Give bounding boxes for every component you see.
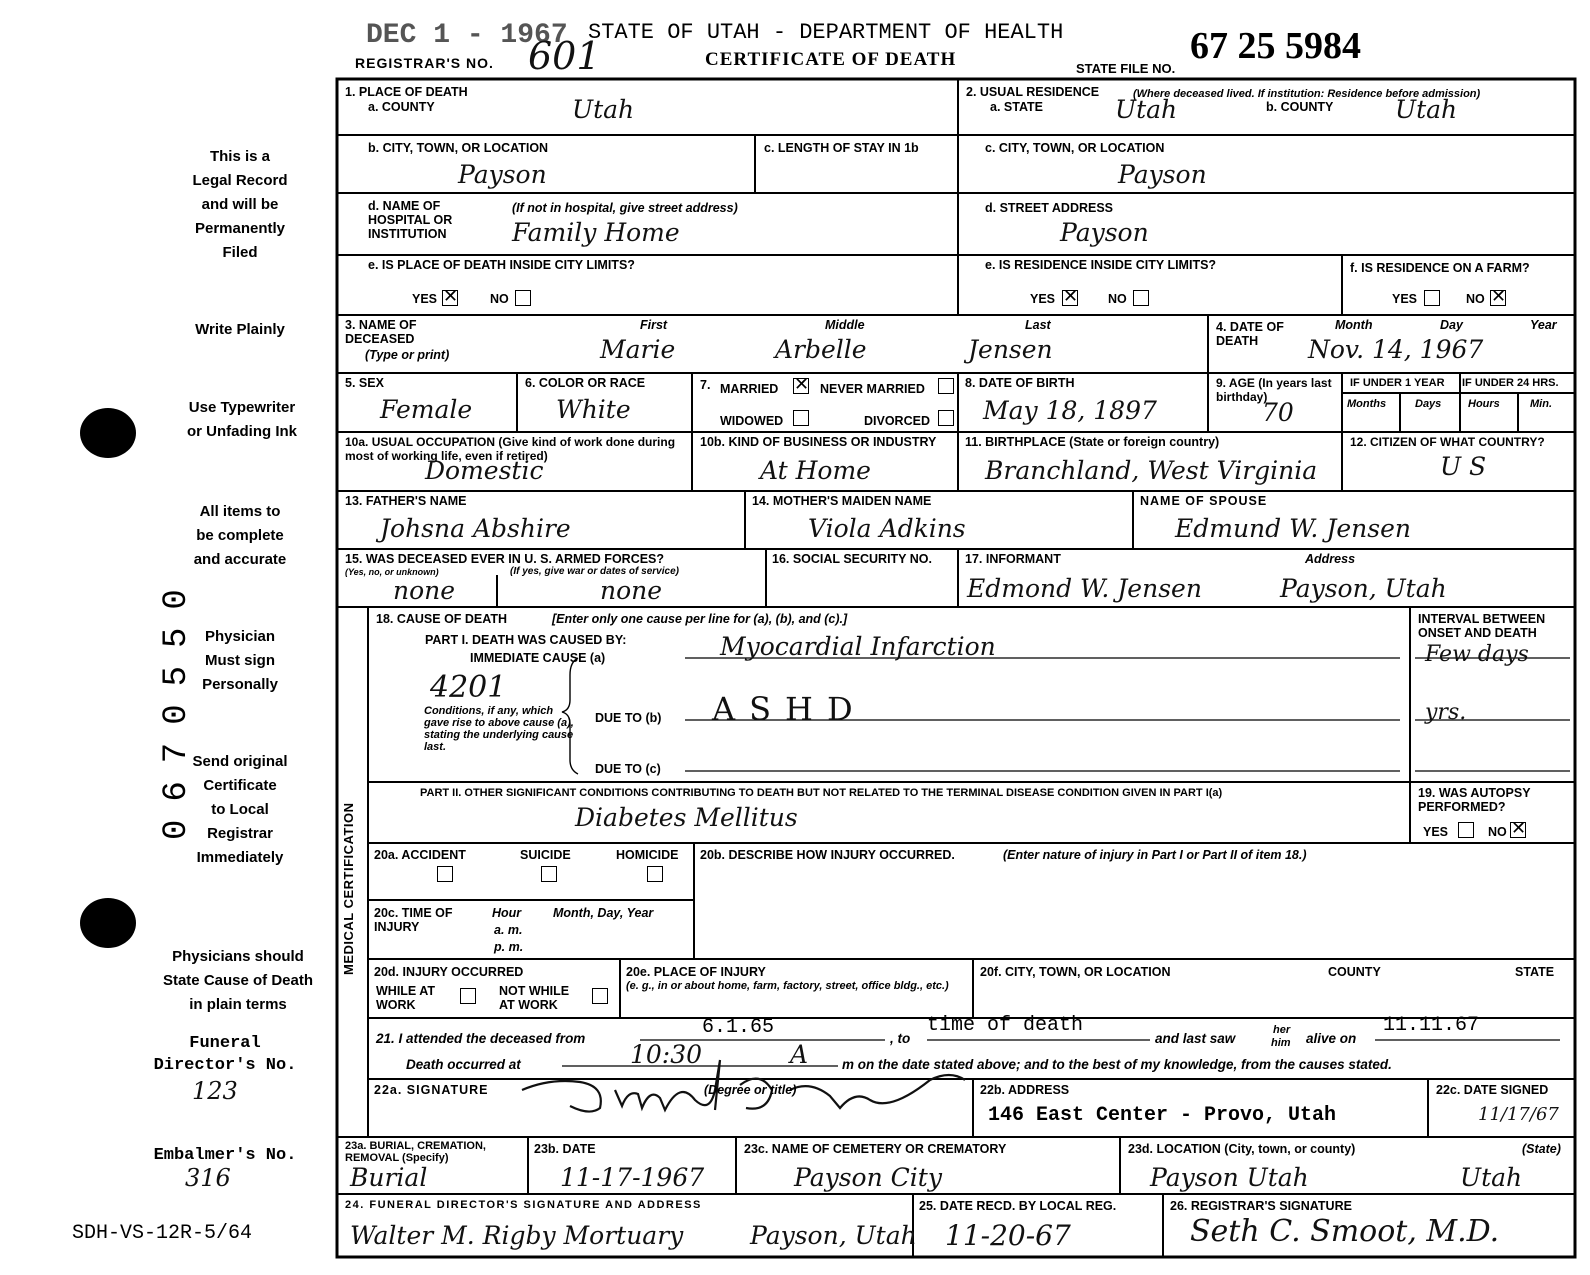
under-1-year-label: IF UNDER 1 YEAR bbox=[1350, 377, 1445, 389]
never-married-label: NEVER MARRIED bbox=[820, 382, 925, 396]
informant-address-label: Address bbox=[1305, 552, 1356, 566]
funeral-director-no-label: Funeral Director's No. bbox=[153, 1034, 297, 1075]
immediate-cause: Myocardial Infarction bbox=[720, 632, 996, 661]
while-at-work-label: WHILE AT WORK bbox=[376, 984, 436, 1012]
armed-forces: none bbox=[393, 576, 456, 605]
pod-inside-no-checkbox[interactable] bbox=[515, 290, 531, 306]
father-name: Johsna Abshire bbox=[380, 514, 571, 543]
res-city-label: c. CITY, TOWN, OR LOCATION bbox=[985, 141, 1165, 155]
dob-label: 8. DATE OF BIRTH bbox=[965, 376, 1075, 390]
homicide-label: HOMICIDE bbox=[616, 848, 679, 862]
spouse-name: Edmund W. Jensen bbox=[1175, 514, 1411, 543]
institution-note: (If not in hospital, give street address) bbox=[512, 201, 738, 215]
burial-location: Payson Utah bbox=[1150, 1163, 1309, 1192]
date-of-death-label: 4. DATE OF DEATH bbox=[1216, 320, 1284, 348]
attended-to: time of death bbox=[927, 1014, 1084, 1037]
death-time: 10:30 bbox=[630, 1040, 703, 1069]
signature-label: 22a. SIGNATURE bbox=[374, 1083, 489, 1097]
married-label: MARRIED bbox=[720, 382, 779, 396]
armed-forces-note-b: (If yes, give war or dates of service) bbox=[510, 566, 679, 577]
spouse-label: NAME OF SPOUSE bbox=[1140, 494, 1268, 508]
armed-forces-label: 15. WAS DECEASED EVER IN U. S. ARMED FORCES? bbox=[345, 552, 665, 566]
injury-occurred-label: 20d. INJURY OCCURRED bbox=[374, 965, 524, 979]
physician-address: 146 East Center - Provo, Utah bbox=[988, 1104, 1337, 1127]
year-label: Year bbox=[1530, 318, 1557, 332]
marital-label: 7. bbox=[700, 378, 711, 392]
first-name: Marie bbox=[600, 335, 676, 364]
autopsy-label: 19. WAS AUTOPSY PERFORMED? bbox=[1418, 786, 1531, 814]
armed-forces-note-a: (Yes, no, or unknown) bbox=[345, 567, 439, 577]
registrar-signature-label: 26. REGISTRAR'S SIGNATURE bbox=[1170, 1199, 1352, 1213]
death-am-pm: A bbox=[790, 1040, 809, 1069]
autopsy-no-label: NO bbox=[1488, 825, 1507, 839]
immediate-cause-label: IMMEDIATE CAUSE (a) bbox=[470, 651, 606, 665]
business: At Home bbox=[760, 456, 871, 485]
res-city: Payson bbox=[1118, 160, 1207, 189]
min-label: Min. bbox=[1530, 398, 1552, 410]
burial-state-note: (State) bbox=[1522, 1142, 1561, 1156]
cause-of-death-label: 18. CAUSE OF DEATH bbox=[376, 612, 508, 626]
injury-county-label: COUNTY bbox=[1328, 965, 1381, 979]
res-yes-label: YES bbox=[1030, 292, 1056, 306]
place-of-injury-note: (e. g., in or about home, farm, factory, street, office bldg., etc.) bbox=[626, 980, 949, 992]
farm-no-checkbox[interactable] bbox=[1490, 290, 1506, 306]
autopsy-yes-label: YES bbox=[1423, 825, 1449, 839]
while-at-work-checkbox[interactable] bbox=[460, 988, 476, 1004]
injury-description-note: (Enter nature of injury in Part I or Part II of item 18.) bbox=[1003, 848, 1307, 862]
attended-label: 21. I attended the deceased from bbox=[376, 1031, 586, 1046]
res-street: Payson bbox=[1060, 218, 1149, 247]
mother-name: Viola Adkins bbox=[808, 514, 966, 543]
suicide-checkbox[interactable] bbox=[541, 866, 557, 882]
informant-label: 17. INFORMANT bbox=[965, 552, 1061, 566]
death-county: Utah bbox=[572, 95, 635, 124]
date-of-death: Nov. 14, 1967 bbox=[1308, 335, 1484, 364]
birthplace: Branchland, West Virginia bbox=[985, 456, 1318, 485]
married-checkbox[interactable] bbox=[793, 378, 809, 394]
injury-state-label: STATE bbox=[1515, 965, 1555, 979]
to-label: , to bbox=[890, 1031, 911, 1046]
res-inside-no-checkbox[interactable] bbox=[1133, 290, 1149, 306]
sex: Female bbox=[380, 395, 473, 424]
state-file-no-label: STATE FILE NO. bbox=[1076, 61, 1176, 76]
accident-label: 20a. ACCIDENT bbox=[374, 848, 466, 862]
due-to-c-label: DUE TO (c) bbox=[595, 762, 661, 776]
accident-checkbox[interactable] bbox=[437, 866, 453, 882]
disease-code: 4201 bbox=[430, 670, 507, 705]
death-statement: m on the date stated above; and to the best of my knowledge, from the causes stated. bbox=[842, 1057, 1392, 1072]
race-label: 6. COLOR OR RACE bbox=[525, 376, 646, 390]
inside-city-limits-label: e. IS PLACE OF DEATH INSIDE CITY LIMITS? bbox=[368, 258, 635, 272]
birthplace-label: 11. BIRTHPLACE (State or foreign country) bbox=[965, 435, 1220, 449]
middle-name: Arbelle bbox=[775, 335, 867, 364]
occupation-label: 10a. USUAL OCCUPATION (Give kind of work done during most of working life, even if retired) bbox=[345, 435, 676, 463]
usual-residence-note: (Where deceased lived. If institution: Residence before admission) bbox=[1133, 88, 1481, 100]
widowed-label: WIDOWED bbox=[720, 414, 784, 428]
farm-label: f. IS RESIDENCE ON A FARM? bbox=[1350, 261, 1530, 275]
part2-conditions: Diabetes Mellitus bbox=[575, 803, 798, 832]
res-street-label: d. STREET ADDRESS bbox=[985, 201, 1114, 215]
hours-label: Hours bbox=[1468, 398, 1500, 410]
under-24-label: IF UNDER 24 HRS. bbox=[1462, 377, 1559, 389]
him-label: him bbox=[1271, 1037, 1291, 1049]
conditions-note: Conditions, if any, which gave rise to above cause (a), stating the underlying cause last. bbox=[424, 705, 574, 753]
death-city: Payson bbox=[458, 160, 547, 189]
burial-date-label: 23b. DATE bbox=[534, 1142, 596, 1156]
sidebar-legal-note: This is a Legal Record and will be Permanently Filed bbox=[192, 148, 288, 261]
death-occurred-label: Death occurred at bbox=[406, 1057, 521, 1072]
deceased-name-note: (Type or print) bbox=[365, 348, 450, 362]
farm-yes-checkbox[interactable] bbox=[1424, 290, 1440, 306]
funeral-director-label: 24. FUNERAL DIRECTOR'S SIGNATURE AND ADDRESS bbox=[345, 1199, 702, 1211]
city-label: b. CITY, TOWN, OR LOCATION bbox=[368, 141, 549, 155]
place-of-death-label: 1. PLACE OF DEATH bbox=[345, 85, 468, 99]
citizen-label: 12. CITIZEN OF WHAT COUNTRY? bbox=[1350, 435, 1545, 449]
citizen: U S bbox=[1440, 452, 1487, 481]
pod-inside-yes-checkbox[interactable] bbox=[442, 290, 458, 306]
place-of-injury-label: 20e. PLACE OF INJURY bbox=[626, 965, 766, 979]
deceased-name-label: 3. NAME OF DECEASED bbox=[345, 318, 417, 346]
middle-label: Middle bbox=[825, 318, 865, 332]
business-label: 10b. KIND OF BUSINESS OR INDUSTRY bbox=[700, 435, 937, 449]
pm-label: p. m. bbox=[494, 940, 524, 954]
cemetery: Payson City bbox=[794, 1163, 942, 1192]
occupation: Domestic bbox=[425, 456, 544, 485]
registrars-no-label: REGISTRAR'S NO. bbox=[355, 55, 494, 71]
month-label: Month bbox=[1335, 318, 1373, 332]
age-label: 9. AGE (In years last birthday) bbox=[1216, 376, 1332, 404]
date-of-birth: May 18, 1897 bbox=[983, 396, 1157, 425]
suicide-label: SUICIDE bbox=[520, 848, 571, 862]
funeral-address: Payson, Utah bbox=[750, 1221, 917, 1250]
alive-on-date: 11.11.67 bbox=[1383, 1014, 1480, 1037]
embalmer-no-label: Embalmer's No. bbox=[153, 1146, 297, 1165]
am-label: a. m. bbox=[494, 923, 523, 937]
alive-on-label: alive on bbox=[1306, 1031, 1357, 1046]
part1-label: PART I. DEATH WAS CAUSED BY: bbox=[425, 633, 627, 647]
race: White bbox=[556, 395, 631, 424]
funeral-director: Walter M. Rigby Mortuary bbox=[350, 1221, 684, 1250]
her-label: her bbox=[1273, 1024, 1291, 1036]
mother-label: 14. MOTHER'S MAIDEN NAME bbox=[752, 494, 932, 508]
sidebar-cause: Physicians should State Cause of Death in plain terms bbox=[162, 948, 314, 1013]
due-to-b-label: DUE TO (b) bbox=[595, 711, 662, 725]
never-married-checkbox[interactable] bbox=[938, 378, 954, 394]
county-label: a. COUNTY bbox=[368, 100, 435, 114]
burial-method: Burial bbox=[350, 1163, 428, 1192]
length-of-stay-label: c. LENGTH OF STAY IN 1b bbox=[764, 141, 919, 155]
farm-yes-label: YES bbox=[1392, 292, 1418, 306]
registrars-no: 601 bbox=[528, 34, 601, 78]
autopsy-no-checkbox[interactable] bbox=[1510, 822, 1526, 838]
part2-label: PART II. OTHER SIGNIFICANT CONDITIONS CONTRIBUTING TO DEATH BUT NOT RELATED TO THE TERMINAL DISEASE CONDITION GIVEN IN PART I(a) bbox=[420, 787, 1223, 799]
sidebar-typewriter: Use Typewriter or Unfading Ink bbox=[187, 399, 297, 440]
date-signed: 11/17/67 bbox=[1478, 1104, 1559, 1125]
medical-certification-vertical: MEDICAL CERTIFICATION bbox=[341, 802, 356, 975]
informant-address: Payson, Utah bbox=[1280, 574, 1447, 603]
sidebar-send: Send original Certificate to Local Registrar Immediately bbox=[192, 753, 288, 866]
res-state: Utah bbox=[1115, 95, 1178, 124]
burial-state: Utah bbox=[1460, 1163, 1523, 1192]
divorced-checkbox[interactable] bbox=[938, 410, 954, 426]
hour-label: Hour bbox=[492, 906, 522, 920]
last-name: Jensen bbox=[968, 335, 1053, 364]
state-file-no: 67 25 5984 bbox=[1190, 25, 1361, 67]
last-saw-label: and last saw bbox=[1155, 1031, 1236, 1046]
embalmer-no: 316 bbox=[185, 1164, 231, 1192]
day-label: Day bbox=[1440, 318, 1463, 332]
date-recd-label: 25. DATE RECD. BY LOCAL REG. bbox=[919, 1199, 1117, 1213]
res-inside-yes-checkbox[interactable] bbox=[1062, 290, 1078, 306]
service: none bbox=[600, 576, 663, 605]
registrar-signature: Seth C. Smoot, M.D. bbox=[1190, 1214, 1500, 1249]
form-id: SDH-VS-12R-5/64 bbox=[72, 1222, 253, 1245]
date-signed-label: 22c. DATE SIGNED bbox=[1436, 1083, 1549, 1097]
cause-of-death-note: [Enter only one cause per line for (a), (b), and (c).] bbox=[552, 612, 848, 626]
certificate-title: CERTIFICATE OF DEATH bbox=[705, 49, 957, 70]
sidebar-complete: All items to be complete and accurate bbox=[193, 503, 287, 568]
informant-name: Edmond W. Jensen bbox=[967, 574, 1202, 603]
institution-label: d. NAME OF HOSPITAL OR INSTITUTION bbox=[368, 199, 453, 241]
cemetery-label: 23c. NAME OF CEMETERY OR CREMATORY bbox=[744, 1142, 1007, 1156]
first-label: First bbox=[640, 318, 668, 332]
burial-method-label: 23a. BURIAL, CREMATION, REMOVAL (Specify) bbox=[345, 1140, 486, 1164]
agency-name: STATE OF UTAH - DEPARTMENT OF HEALTH bbox=[588, 20, 1064, 45]
months-label: Months bbox=[1347, 398, 1387, 410]
widowed-checkbox[interactable] bbox=[793, 410, 809, 426]
farm-no-label: NO bbox=[1466, 292, 1485, 306]
interval-b: yrs. bbox=[1425, 700, 1467, 725]
age: 70 bbox=[1262, 398, 1294, 427]
address-22b-label: 22b. ADDRESS bbox=[980, 1083, 1070, 1097]
attended-from: 6.1.65 bbox=[702, 1016, 775, 1039]
vertical-serial-number: 0670550 bbox=[158, 571, 196, 840]
not-while-at-work-label: NOT WHILE AT WORK bbox=[499, 984, 570, 1012]
due-to-b: ASHD bbox=[712, 690, 867, 728]
time-of-injury-label: 20c. TIME OF INJURY bbox=[374, 906, 453, 934]
autopsy-yes-checkbox[interactable] bbox=[1458, 822, 1474, 838]
burial-location-label: 23d. LOCATION (City, town, or county) bbox=[1128, 1142, 1356, 1156]
sidebar-write-plainly: Write Plainly bbox=[195, 321, 285, 338]
res-city-limits-label: e. IS RESIDENCE INSIDE CITY LIMITS? bbox=[985, 258, 1217, 272]
last-label: Last bbox=[1025, 318, 1051, 332]
res-county-label: b. COUNTY bbox=[1266, 100, 1334, 114]
mdy-label: Month, Day, Year bbox=[553, 906, 654, 920]
homicide-checkbox[interactable] bbox=[647, 866, 663, 882]
sex-label: 5. SEX bbox=[345, 376, 384, 390]
usual-residence-label: 2. USUAL RESIDENCE bbox=[966, 85, 1100, 99]
interval-label: INTERVAL BETWEEN ONSET AND DEATH bbox=[1418, 612, 1546, 640]
pod-no-label: NO bbox=[490, 292, 509, 306]
injury-description-label: 20b. DESCRIBE HOW INJURY OCCURRED. bbox=[700, 848, 955, 862]
institution-name: Family Home bbox=[512, 218, 680, 247]
received-stamp: DEC 1 - 1967 bbox=[366, 20, 568, 51]
days-label: Days bbox=[1415, 398, 1442, 410]
burial-date: 11-17-1967 bbox=[560, 1163, 705, 1192]
degree-label: (Degree or title) bbox=[704, 1083, 797, 1097]
ssn-label: 16. SOCIAL SECURITY NO. bbox=[772, 552, 932, 566]
divorced-label: DIVORCED bbox=[864, 414, 930, 428]
not-while-at-work-checkbox[interactable] bbox=[592, 988, 608, 1004]
interval-a: Few days bbox=[1425, 642, 1529, 667]
res-state-label: a. STATE bbox=[990, 100, 1044, 114]
date-recd: 11-20-67 bbox=[945, 1219, 1071, 1252]
injury-city-label: 20f. CITY, TOWN, OR LOCATION bbox=[980, 965, 1171, 979]
funeral-director-no: 123 bbox=[192, 1077, 238, 1105]
sidebar-physician: Physician Must sign Personally bbox=[202, 628, 278, 693]
father-label: 13. FATHER'S NAME bbox=[345, 494, 467, 508]
res-no-label: NO bbox=[1108, 292, 1127, 306]
res-county: Utah bbox=[1395, 95, 1458, 124]
pod-yes-label: YES bbox=[412, 292, 438, 306]
